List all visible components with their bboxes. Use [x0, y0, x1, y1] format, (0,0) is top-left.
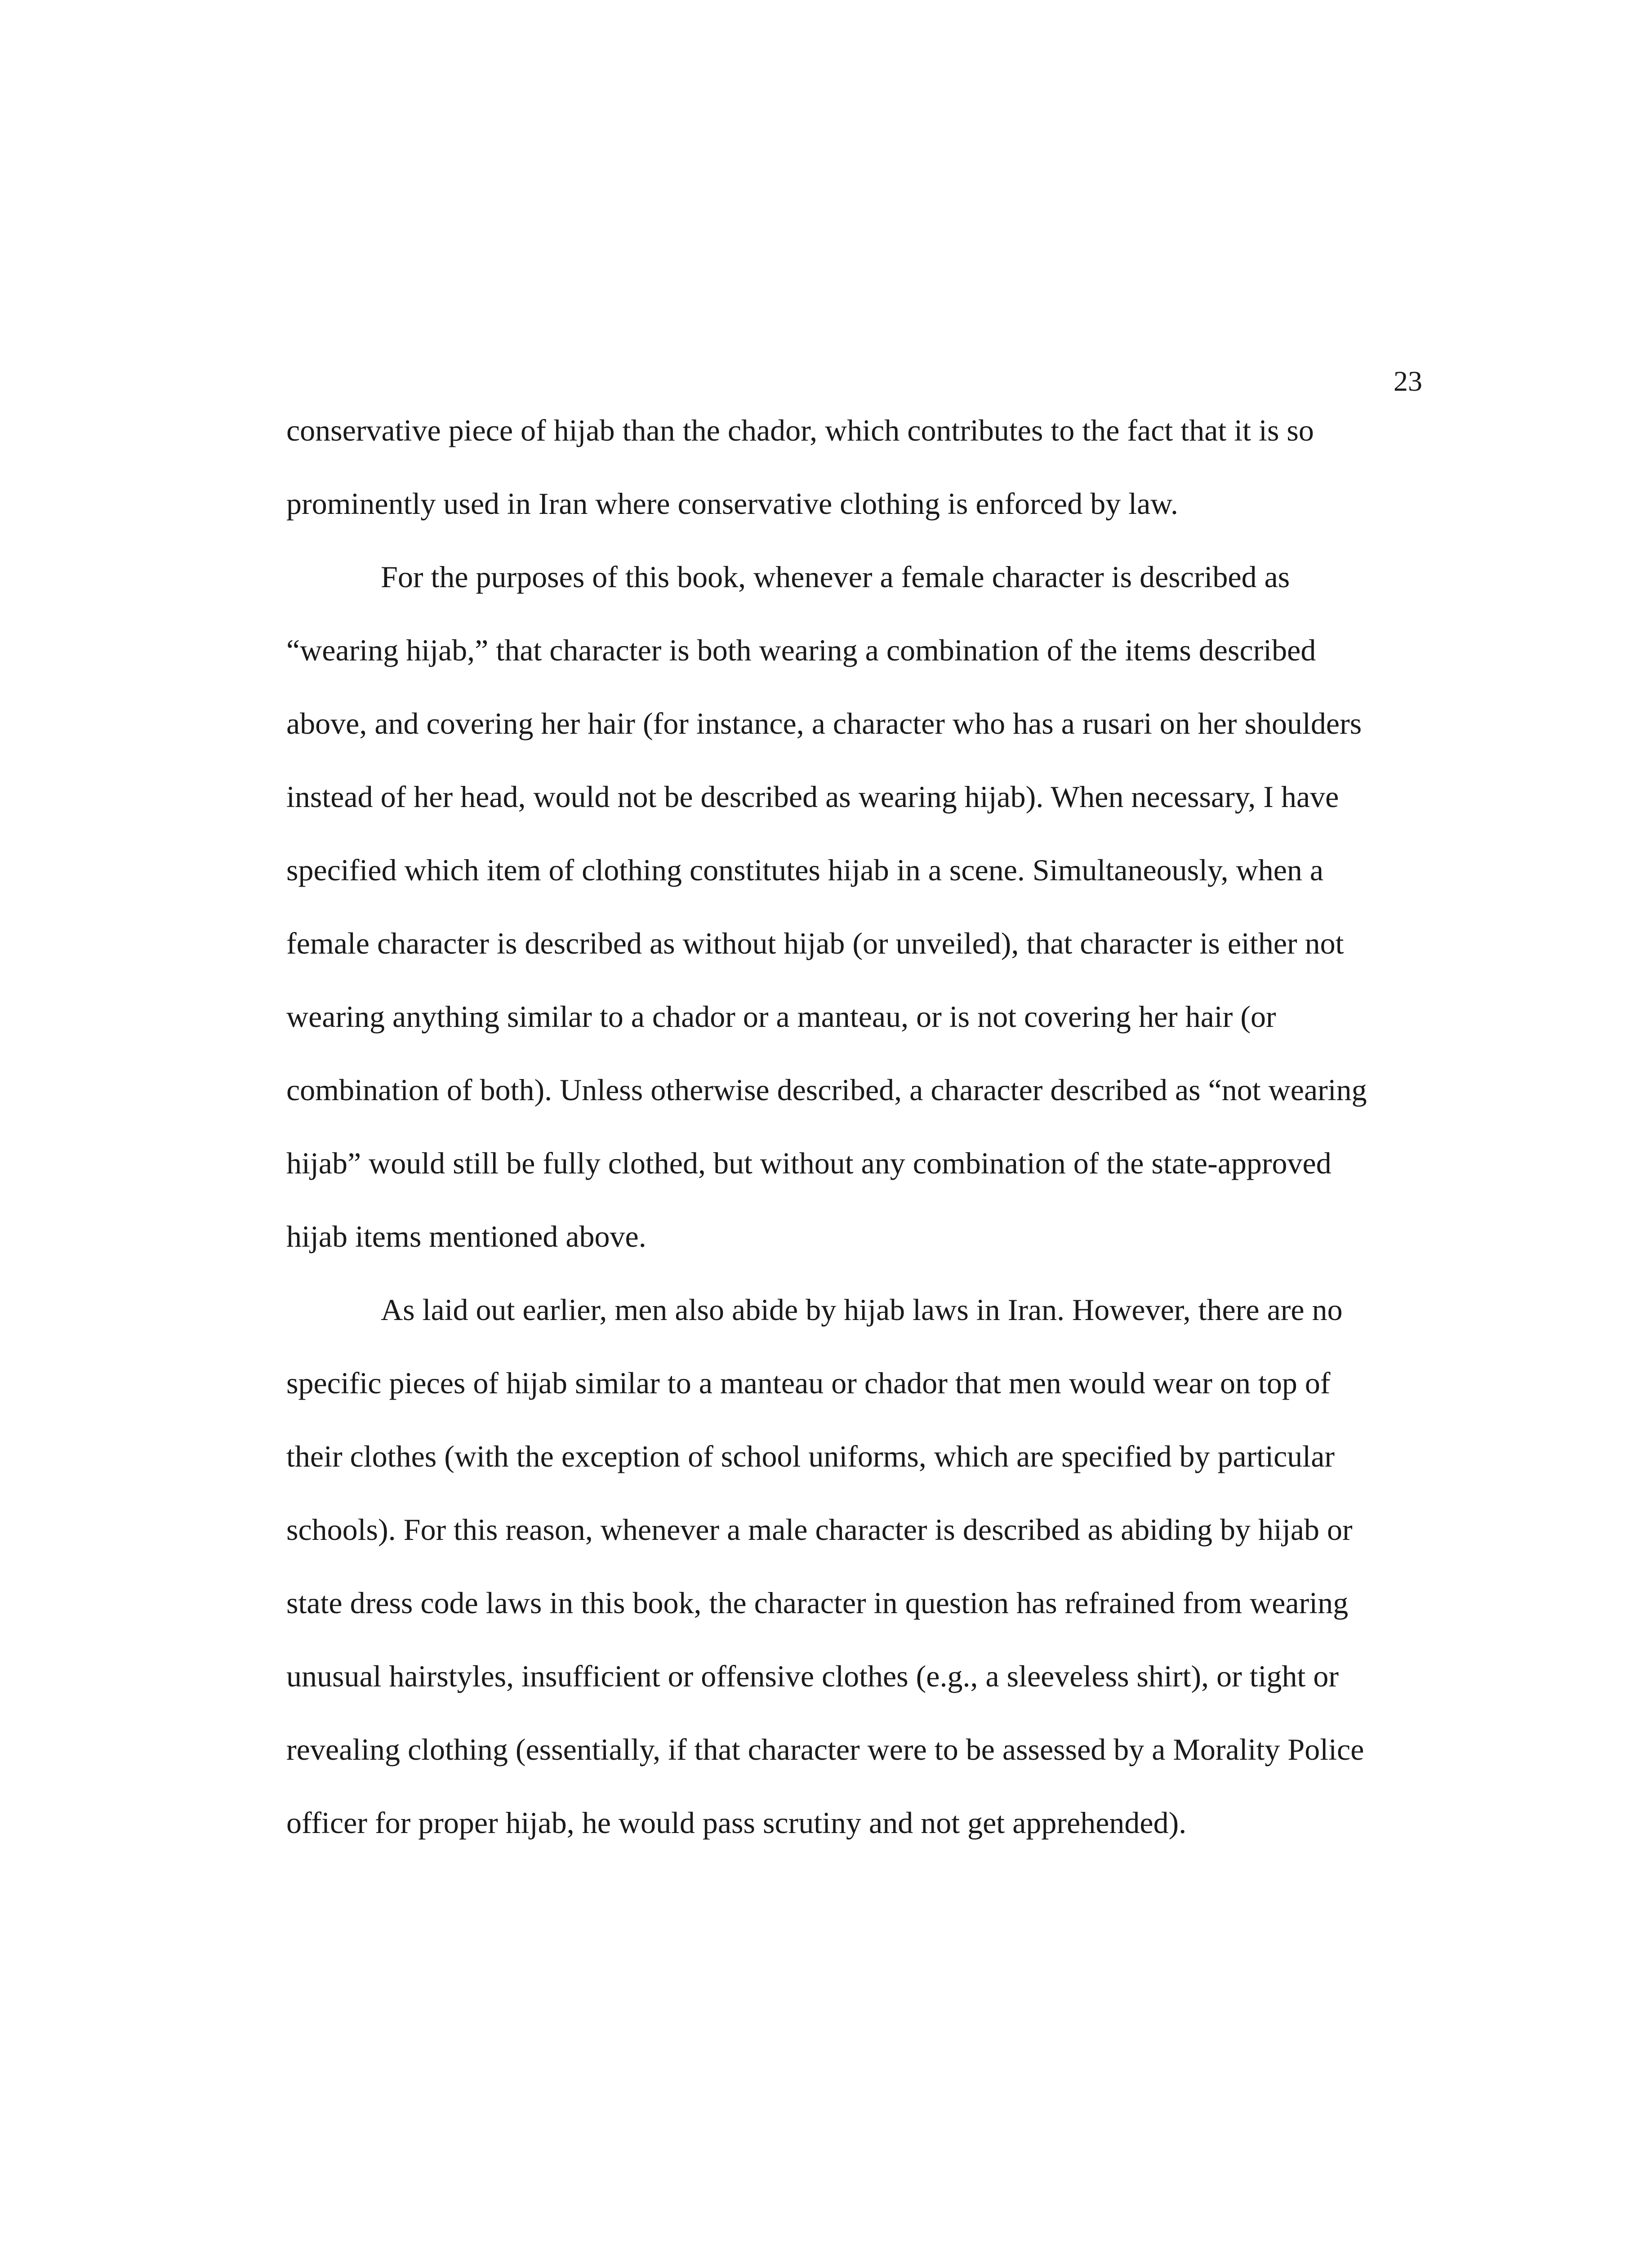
text-line: specified which item of clothing constitutes hijab in a scene. Simultaneously, when a — [286, 853, 1324, 887]
text-line: state dress code laws in this book, the character in question has refrained from wearing — [286, 1586, 1349, 1620]
text-line: unusual hairstyles, insufficient or offensive clothes (e.g., a sleeveless shirt), or tight or — [286, 1659, 1339, 1693]
paragraph-first-line: For the purposes of this book, whenever a female character is described as — [381, 560, 1290, 594]
text-line: combination of both). Unless otherwise described, a character described as “not wearing — [286, 1073, 1367, 1107]
text-line: revealing clothing (essentially, if that character were to be assessed by a Morality Police — [286, 1732, 1364, 1766]
text-line: above, and covering her hair (for instance, a character who has a rusari on her shoulders — [286, 706, 1362, 740]
text-line: instead of her head, would not be described as wearing hijab). When necessary, I have — [286, 780, 1339, 814]
text-line: female character is described as without hijab (or unveiled), that character is either not — [286, 926, 1344, 960]
paragraph-first-line: As laid out earlier, men also abide by hijab laws in Iran. However, there are no — [381, 1293, 1343, 1327]
page-number: 23 — [1394, 365, 1422, 397]
text-line: officer for proper hijab, he would pass scrutiny and not get apprehended). — [286, 1806, 1187, 1840]
text-line: wearing anything similar to a chador or a manteau, or is not covering her hair (or — [286, 999, 1276, 1034]
text-line: prominently used in Iran where conservative clothing is enforced by law. — [286, 486, 1178, 521]
text-line: schools). For this reason, whenever a male character is described as abiding by hijab or — [286, 1512, 1353, 1547]
text-line: hijab” would still be fully clothed, but without any combination of the state-approved — [286, 1146, 1331, 1180]
text-line: hijab items mentioned above. — [286, 1219, 646, 1253]
text-line: conservative piece of hijab than the chador, which contributes to the fact that it is so — [286, 413, 1314, 447]
text-line: their clothes (with the exception of school uniforms, which are specified by particular — [286, 1439, 1335, 1473]
body-text — [286, 394, 1433, 1860]
text-line: specific pieces of hijab similar to a manteau or chador that men would wear on top of — [286, 1366, 1331, 1400]
text-line: “wearing hijab,” that character is both wearing a combination of the items described — [286, 633, 1316, 667]
